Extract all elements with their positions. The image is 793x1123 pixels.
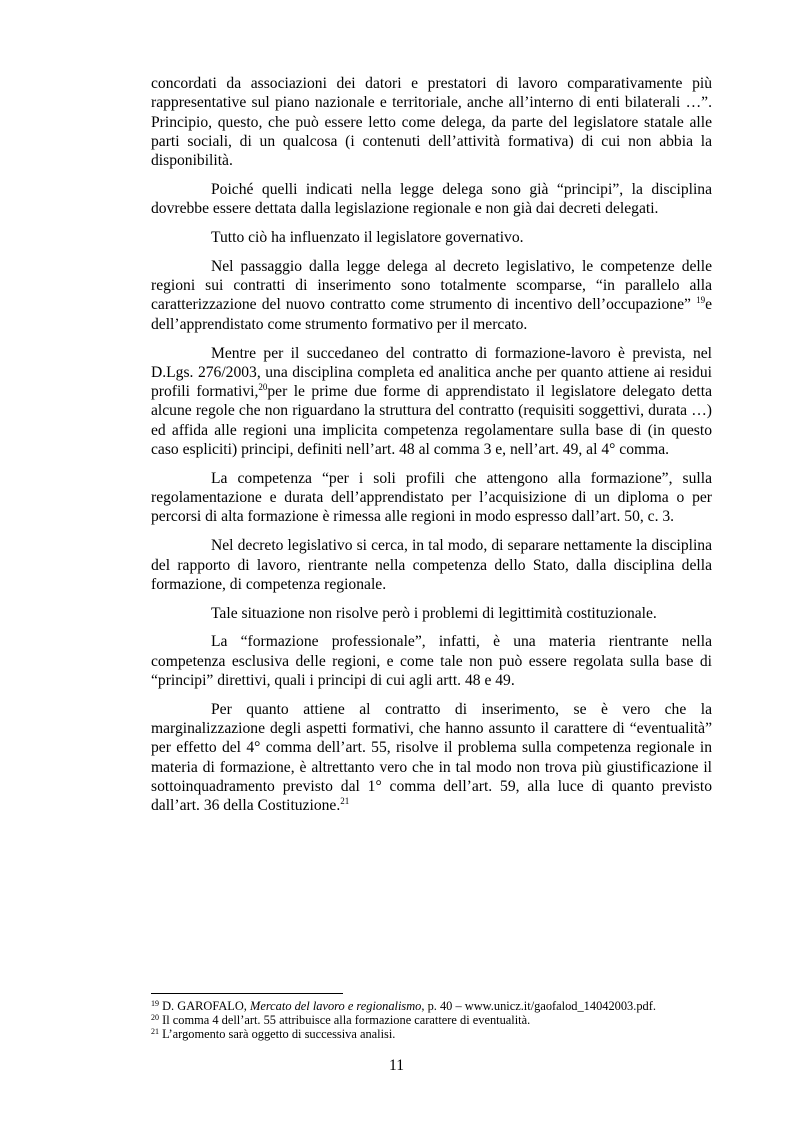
footnote-number: 20	[151, 1013, 159, 1023]
footnote-title: Mercato del lavoro e regionalismo	[250, 999, 422, 1013]
paragraph-8: Tale situazione non risolve però i problemi di legittimità costituzionale.	[211, 604, 657, 622]
footnote-19	[151, 999, 712, 1013]
paragraph-4-text-b: e dell’apprendistato come strumento formativo per il mercato.	[151, 296, 712, 333]
footnote-text: , p. 40 – www.unicz.it/gaofalod_14042003.pdf.	[421, 999, 656, 1013]
paragraph-3: Tutto ciò ha influenzato il legislatore governativo.	[211, 229, 524, 247]
footnote-number: 21	[151, 1027, 159, 1037]
main-text	[151, 74, 712, 825]
footnotes	[151, 999, 712, 1042]
paragraph-5-text-a: Mentre per il succedaneo del contratto di formazione-lavoro è prevista, nel D.Lgs. 276/2003, una disciplina completa ed analitica anche per quanto attiene ai residui profili formativi,	[151, 344, 712, 401]
paragraph-10	[151, 700, 712, 816]
paragraph-9: La “formazione professionale”, infatti, è una materia rientrante nella competenza esclusiva delle regioni, e come tale non può essere regolata sulla base di “principi” direttivi, quali i principi di cui agli artt. 48 e 49.	[151, 633, 712, 690]
paragraph-2: Poiché quelli indicati nella legge delega sono già “principi”, la disciplina dovrebbe essere dettata dalla legislazione regionale e non già dai decreti delegati.	[151, 180, 712, 218]
paragraph-4	[151, 257, 712, 334]
footnote-ref-19: 19	[696, 295, 706, 306]
footnote-21	[151, 1027, 712, 1041]
footnote-separator	[151, 993, 343, 994]
footnote-ref-20: 20	[258, 382, 268, 393]
paragraph-5	[151, 344, 712, 460]
footnote-text: L’argomento sarà oggetto di successiva analisi.	[162, 1027, 396, 1042]
footnote-20	[151, 1013, 712, 1027]
footnote-text: Il comma 4 dell’art. 55 attribuisce alla formazione carattere di eventualità.	[162, 1013, 531, 1028]
footnote-ref-21: 21	[340, 796, 350, 807]
paragraph-10-text: Per quanto attiene al contratto di inserimento, se è vero che la marginalizzazione degli aspetti formativi, che hanno assunto il carattere di “eventualità” per effetto del 4° comma dell’art. 55, risolve il problema sulla competenza regionale in materia di formazione, è altrettanto vero che in tal modo non trova più giustificazione il sottoinquadramento previsto dal 1° comma dell’art. 59, alla luce di quanto previsto dall’art. 36 della Costituzione.	[151, 700, 712, 815]
paragraph-7: Nel decreto legislativo si cerca, in tal modo, di separare nettamente la disciplina del rapporto di lavoro, rientrante nella competenza dello Stato, dalla disciplina della formazione, di competenza regionale.	[151, 537, 712, 593]
paragraph-5-text-b: per le prime due forme di apprendistato il legislatore delegato detta alcune regole che non riguardano la struttura del contratto (requisiti soggettivi, durata …) ed affida alle regioni una implicita competenza regolamentare sulla base di (in questo caso espliciti) principi, definiti nell’art. 48 al comma 3 e, nell’art. 49, al 4° comma.	[151, 383, 712, 459]
footnote-number: 19	[151, 999, 159, 1008]
paragraph-6: La competenza “per i soli profili che attengono alla formazione”, sulla regolamentazione e durata dell’apprendistato per l’acquisizione di un diploma o per percorsi di alta formazione è rimessa alle regioni in modo espresso dall’art. 50, c. 3.	[151, 469, 712, 526]
page-number: 11	[388, 1057, 404, 1074]
paragraph-4-text-a: Nel passaggio dalla legge delega al decreto legislativo, le competenze delle regioni sui contratti di inserimento sono totalmente scomparse, “in parallelo alla caratterizzazione del nuovo contratto come strumento di incentivo dell’occupazione”	[151, 257, 712, 314]
footnote-author: D. GAROFALO,	[162, 999, 250, 1013]
paragraph-1: concordati da associazioni dei datori e prestatori di lavoro comparativamente più rappresentative sul piano nazionale e territoriale, anche all’interno di enti bilaterali …”. Principio, questo, che può essere letto come delega, da parte del legislatore statale alle parti sociali, di un qualcosa (i contenuti dell’attività formativa) di cui non abbia la disponibilità.	[151, 75, 712, 170]
